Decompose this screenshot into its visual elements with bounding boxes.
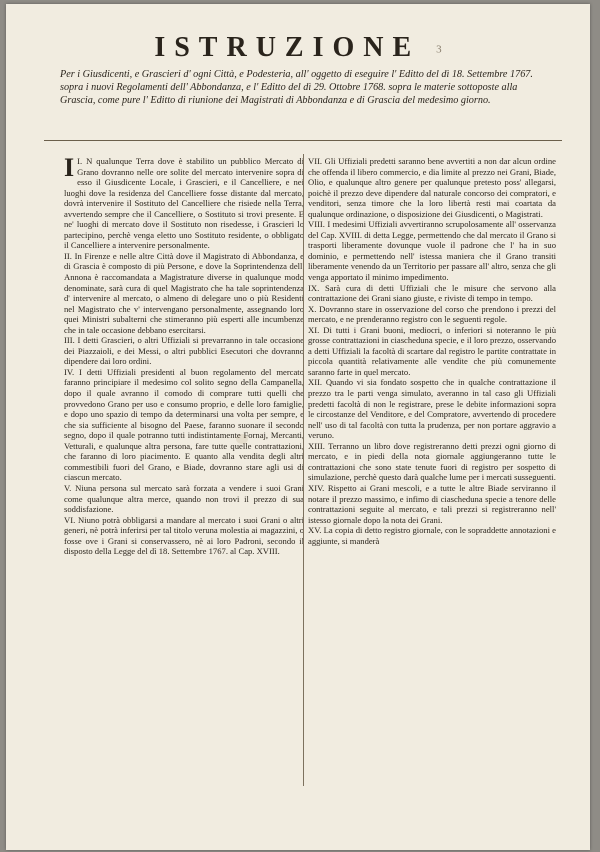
- left-column: [64, 153, 305, 557]
- title-text: ISTRUZIONE: [154, 32, 421, 63]
- paper-stain: [236, 434, 248, 444]
- article-number: II.: [64, 250, 72, 261]
- article-paragraph: [308, 525, 556, 546]
- article-paragraph: [308, 441, 556, 483]
- article-text: Gli Uffiziali predetti saranno bene avvertiti a non dar alcun ordine che offenda il libero commercio, e dia limite al prezzo nei Grani, Biade, Olio, e qualunque altro genere per qualunque pretesto poss' allegarsi, poichè il prezzo deve dipendere dal naturale concorso dei compratori, e venditori, senza timore che la loro libertà resti mai coartata da qualunque ordinazione, o disposizione dei Giusdicenti, o Magistrati.: [308, 156, 556, 219]
- article-text: In Firenze e nelle altre Città dove il Magistrato di Abbondanza, e di Grascia è composto di più Persone, e dove la Soprintendenza dell' Annona è raccomandata a Magistrature diverse in qualunque modo denominate, sarà cura di quel Magistrato che ha tale soprintendenza d' intervenire al mercato, o almeno di delegare uno o più Residenti nel Magistrato che v' intervengano personalmente, assegnando loro quei Ministri subalterni che stimeranno più esperti alle incumbenze che in tale occasione debbano esercitarsi.: [64, 250, 304, 335]
- article-paragraph: [308, 219, 556, 282]
- article-text: I detti Uffiziali presidenti al buon regolamento del mercato faranno principiare il medesimo col solito segno della Campanella, dopo il quale avranno il comodo di comprare tutti quelli che provvedono Grano per uso e consumo proprio, e delle loro famiglie, e dopo uno spazio di tempo da determinarsi una volta per sempre, e che sia sufficiente al bisogno del Paese, faranno suonare il secondo segno, dopo il quale potranno tutti indistintamente Fornaj, Mercanti, Vetturali, e qualunque altra persona, fare tutte quelle contrattazioni, che faranno di loro piacimento. E quanto alla vendita degli altri commestibili fuori del Grano, e Biade, dovranno stare agli usi di ciascun mercato.: [64, 366, 304, 483]
- article-number: IX.: [308, 282, 320, 293]
- column-divider: [303, 154, 304, 786]
- article-text: I detti Grascieri, o altri Uffiziali si prevarranno in tale occasione dei Piazzaioli, e dei Messi, o altri pubblici Esecutori che dovranno dipendere dai loro ordini.: [64, 335, 304, 367]
- article-paragraph: [64, 515, 304, 557]
- article-number: VI.: [64, 514, 76, 525]
- article-text: N qualunque Terra dove è stabilito un pubblico Mercato di Grano dovranno nelle ore solite del mercato intervenire sopra di esso il Giusdicente Locale, i Grascieri, e il Cancelliere, e nei luoghi dove la residenza del Cancelliere fosse distante dal mercato, dovrà intervenire il Sostituto del Cancelliere che risiede nella Terra, avvertendo sempre che il Cancelliere, o Sostituto si trovi presente. E ne' luoghi di mercato dove il Sostituto non risedesse, i Grascieri lo partecipino, perchè venga eletto uno Sostituto residente, o obbligato il Cancelliere a intervenire personalmente.: [64, 156, 304, 251]
- article-number: V.: [64, 482, 72, 493]
- article-paragraph: [308, 156, 556, 219]
- article-paragraph: [308, 483, 556, 525]
- document-page: [6, 4, 590, 850]
- article-number: XIII.: [308, 440, 325, 451]
- right-column: [308, 156, 556, 546]
- article-number: VII.: [308, 156, 323, 166]
- article-text: Sarà cura di detti Uffiziali che le misure che servono alla contrattazione dei Grani siano giuste, e riviste di tempo in tempo.: [308, 282, 556, 304]
- article-number: XV.: [308, 525, 322, 536]
- article-number: I.: [77, 156, 83, 166]
- article-text: Rispetto ai Grani mescoli, e a tutte le altre Biade serviranno il notare il prezzo massimo, e infimo di ciascheduna specie a tenore delle contrattazioni seguite al mercato, e tali prezzi si registreranno nell' istesso giornale dopo la nota dei Grani.: [308, 482, 556, 525]
- drop-cap: I: [64, 153, 75, 182]
- article-number: XIV.: [308, 482, 325, 493]
- title-rule: [44, 140, 562, 141]
- article-paragraph: [308, 325, 556, 378]
- article-text: La copia di detto registro giornale, con le sopraddette annotazioni e aggiunte, si manderà: [308, 525, 556, 546]
- article-paragraph: [64, 251, 304, 335]
- article-paragraph: [64, 483, 304, 515]
- article-number: III.: [64, 335, 75, 346]
- article-number: VIII.: [308, 219, 325, 230]
- article-paragraph: [64, 153, 304, 251]
- page-marker: 3: [436, 43, 442, 56]
- article-number: X.: [308, 303, 317, 314]
- page-title: [6, 32, 590, 64]
- article-paragraph: [64, 335, 304, 367]
- article-number: XI.: [308, 324, 320, 335]
- article-paragraph: [308, 304, 556, 325]
- article-text: Niuno potrà obbligarsi a mandare al mercato i suoi Grani o altri generi, nè potrà inferirsi per tal titolo veruna molestia ai magazzini, o fosse ove i Grani si conservassero, nè ai loro Padroni, secondo il disposto della Legge del dì 18. Settembre 1767. al Cap. XVIII.: [64, 514, 304, 557]
- article-text: Terranno un libro dove registreranno detti prezzi ogni giorno di mercato, e in piedi della nota giornale aggiungeranno tutte le contrattazioni che sono state tenute fuori di registro per sospetto di simulazione, perchè questo darà qualche lume per i mercati susseguenti.: [308, 440, 556, 483]
- article-text: Quando vi sia fondato sospetto che in qualche contrattazione il prezzo tra le parti venga simulato, averanno in tal caso gli Uffiziali predetti facoltà di non le registrare, prese le debite informazioni sopra le circostanze del Venditore, e del Compratore, avvertendo di procedere nell' uso di tal facoltà con tutta la prudenza, per non portare aggravio a veruno.: [308, 377, 556, 441]
- article-text: Di tutti i Grani buoni, mediocri, o inferiori si noteranno le più grosse contrattazioni in ciascheduna specie, e il loro prezzo, osservando a detti Uffiziali la facoltà di scartare dal registro le partite contrattate in piccola quantità relativamente alle vendite che più comunemente saranno farte in quel mercato.: [308, 324, 556, 377]
- article-text: Dovranno stare in osservazione del corso che prendono i prezzi del mercato, e ne prenderanno registro con le seguenti regole.: [308, 303, 557, 325]
- article-number: XII.: [308, 377, 323, 388]
- article-text: I medesimi Uffiziali avvertiranno scrupolosamente all' osservanza del Cap. XVIII. di detta Legge, permettendo che dal mercato il Grano si trasporti liberamente dovunque vuole il padrone che l' ha in suo dominio, e permettendo nell' istessa maniera che il Grano transiti liberamente venendo da un Territorio per passare all' altro, senza che gli venga apportato il minimo impedimento.: [308, 219, 556, 283]
- subtitle: Per i Giusdicenti, e Grascieri d' ogni Città, e Podesteria, all' oggetto di eseguire l' Editto del dì 18. Settembre 1767. sopra i nuovi Regolamenti dell' Abbondanza, e l' Editto del dì 29. Ottobre 1768. sopra le materie sottoposte alla Grascia, come pure l' Editto di riunione dei Magistrati di Abbondanza e di Grascia del medesimo giorno.: [60, 69, 533, 106]
- article-paragraph: [308, 283, 556, 304]
- article-text: Niuna persona sul mercato sarà forzata a vendere i suoi Grani come qualunque altra merce, quando non trovi il prezzo di sua soddisfazione.: [64, 482, 305, 515]
- article-number: IV.: [64, 366, 75, 377]
- article-paragraph: [64, 367, 304, 483]
- article-paragraph: [308, 377, 556, 440]
